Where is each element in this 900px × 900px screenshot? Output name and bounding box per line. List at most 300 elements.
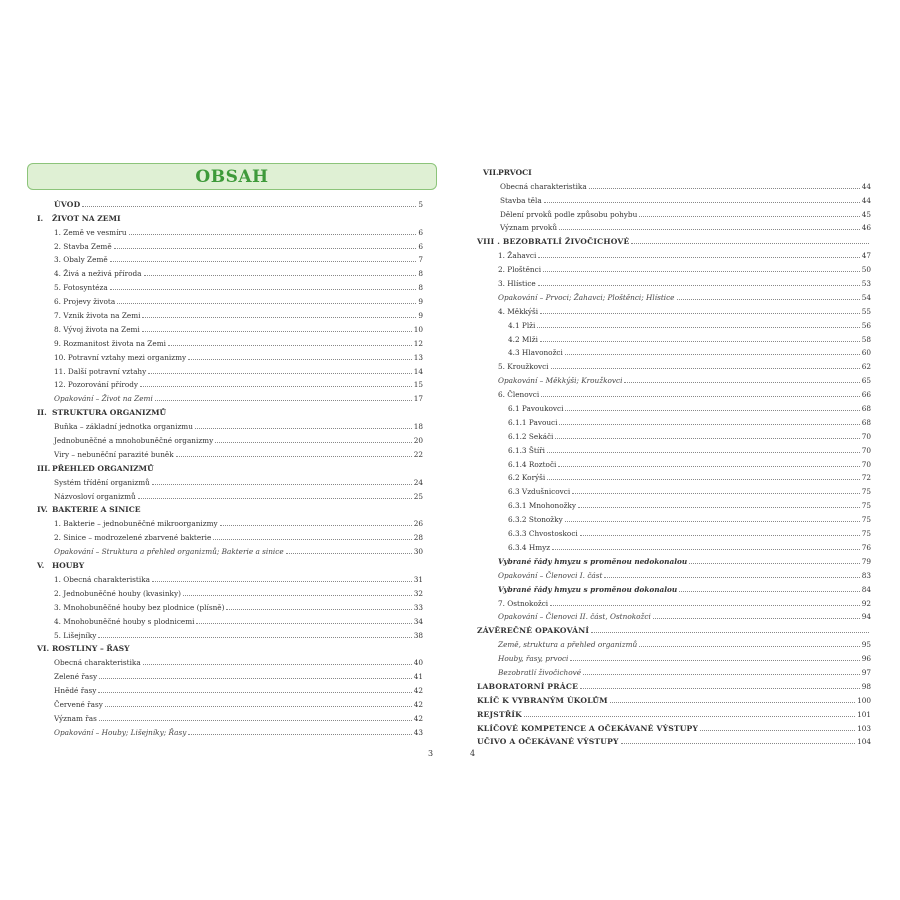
dot-leader <box>639 638 859 647</box>
toc-entry <box>473 524 871 538</box>
toc-entry-label: Bezobratlí živočichové <box>498 667 582 677</box>
toc-entry-page: 62 <box>861 362 871 372</box>
toc-entry-page: 103 <box>857 723 871 733</box>
toc-entry <box>473 260 871 274</box>
toc-entry <box>27 653 423 667</box>
dot-leader <box>565 513 860 522</box>
toc-entry <box>473 441 871 455</box>
dot-leader <box>689 555 860 564</box>
toc-entry <box>27 681 423 695</box>
toc-entry-page: 6 <box>418 241 423 251</box>
toc-entry-label <box>473 168 533 177</box>
toc-entry-label: 5. Lišejníky <box>54 630 97 640</box>
section-number: IV. <box>37 505 48 515</box>
toc-entry <box>27 695 423 709</box>
toc-entry-page: 9 <box>418 311 423 321</box>
toc-entry <box>27 417 423 431</box>
toc-entry <box>473 635 871 649</box>
toc-entry-page: 38 <box>413 630 423 640</box>
toc-entry-label: 4.1 Plži <box>508 320 536 330</box>
dot-leader <box>572 485 859 494</box>
toc-entry-page: 15 <box>413 380 423 390</box>
dot-leader <box>155 392 412 401</box>
toc-entry-page: 42 <box>413 713 423 723</box>
toc-entry-page: 56 <box>861 320 871 330</box>
dot-leader <box>82 198 416 207</box>
toc-entry <box>473 455 871 469</box>
right-toc-list <box>473 163 871 746</box>
section-title: PŘEHLED ORGANIZMŮ <box>52 463 154 473</box>
toc-entry-label: Vybrané řády hmyzu s proměnou dokonalou <box>498 584 678 594</box>
dot-leader <box>98 684 411 693</box>
toc-entry <box>27 445 423 459</box>
toc-entry-label: Opakování – Život na Zemi <box>54 394 153 404</box>
dot-leader <box>570 652 859 661</box>
toc-entry-page: 75 <box>861 501 871 511</box>
toc-entry <box>27 542 423 556</box>
dot-leader <box>624 374 859 383</box>
dot-leader <box>580 680 860 689</box>
dot-leader <box>534 166 869 175</box>
toc-entry <box>27 570 423 584</box>
toc-entry-label: Buňka – základní jednotka organizmu <box>54 422 193 432</box>
toc-entry <box>473 413 871 427</box>
toc-entry-label: Dělení prvoků podle způsobu pohybu <box>500 209 638 219</box>
dot-leader <box>110 253 417 262</box>
toc-entry-label: Názvosloví organizmů <box>54 491 136 501</box>
dot-leader <box>183 587 412 596</box>
toc-entry <box>473 205 871 219</box>
toc-entry-page: 12 <box>413 338 423 348</box>
toc-entry <box>27 264 423 278</box>
dot-leader <box>286 545 412 554</box>
toc-entry <box>27 292 423 306</box>
toc-entry-page: 83 <box>861 570 871 580</box>
toc-entry-label <box>27 561 85 570</box>
toc-entry <box>473 219 871 233</box>
toc-entry-page: 97 <box>861 667 871 677</box>
contents-title: OBSAH <box>195 166 269 187</box>
toc-entry-label <box>27 644 131 653</box>
dot-leader <box>143 503 421 512</box>
dot-leader <box>541 388 860 397</box>
toc-entry-label: Význam řas <box>54 713 97 723</box>
dot-leader <box>677 291 860 300</box>
toc-entry-page: 75 <box>861 487 871 497</box>
toc-entry-page: 60 <box>861 348 871 358</box>
toc-entry-label: Červené řasy <box>54 699 103 709</box>
dot-leader <box>168 406 421 415</box>
dot-leader <box>591 624 869 633</box>
toc-entry <box>473 302 871 316</box>
toc-entry <box>473 538 871 552</box>
toc-entry-page: 84 <box>861 584 871 594</box>
page-number-left: 3 <box>428 749 434 758</box>
toc-entry-page: 92 <box>861 598 871 608</box>
toc-entry-label: 6.3.3 Chvostoskoci <box>508 529 578 539</box>
dot-leader <box>144 267 417 276</box>
toc-entry <box>473 246 871 260</box>
toc-entry <box>27 362 423 376</box>
toc-entry <box>473 733 871 747</box>
toc-entry-page: 55 <box>861 306 871 316</box>
toc-entry <box>27 598 423 612</box>
toc-entry-page: 44 <box>861 195 871 205</box>
dot-leader <box>550 597 860 606</box>
toc-entry <box>27 195 423 209</box>
dot-leader <box>540 333 860 342</box>
toc-entry <box>27 473 423 487</box>
dot-leader <box>547 471 859 480</box>
dot-leader <box>604 569 859 578</box>
toc-entry-label: Opakování – Členovci II. část, Ostnokožci <box>498 612 651 622</box>
dot-leader <box>653 610 860 619</box>
toc-entry-label: Hnědé řasy <box>54 686 97 696</box>
toc-entry-label: 11. Další potravní vztahy <box>54 366 147 376</box>
dot-leader <box>555 430 859 439</box>
toc-entry-page: 101 <box>857 709 871 719</box>
toc-entry <box>473 691 871 705</box>
toc-entry-label: Stavba těla <box>500 195 542 205</box>
dot-leader <box>152 573 412 582</box>
dot-leader <box>565 402 859 411</box>
toc-entry-label: KLÍČ K VYBRANÝM ÚKOLŮM <box>477 695 608 705</box>
toc-entry-label: 6.3.4 Hmyz <box>508 542 551 552</box>
toc-entry <box>473 357 871 371</box>
dot-leader <box>540 305 860 314</box>
toc-entry-label: 6. Členovci <box>498 390 540 400</box>
dot-leader <box>552 541 860 550</box>
toc-entry <box>27 376 423 390</box>
toc-entry-page: 53 <box>861 279 871 289</box>
toc-entry-label: 2. Sinice – modrozelené zbarvené bakterie <box>54 533 212 543</box>
toc-entry-page: 30 <box>413 547 423 557</box>
toc-entry-page: 42 <box>413 699 423 709</box>
toc-entry-label: 1. Obecná charakteristika <box>54 574 150 584</box>
toc-entry <box>27 431 423 445</box>
toc-entry <box>473 330 871 344</box>
dot-leader <box>142 309 416 318</box>
dot-leader <box>188 726 411 735</box>
toc-entry-page: 95 <box>861 640 871 650</box>
dot-leader <box>610 694 855 703</box>
section-title: BAKTERIE A SINICE <box>52 505 141 515</box>
toc-entry-page: 100 <box>857 695 871 705</box>
toc-entry-label: LABORATORNÍ PRÁCE <box>477 681 579 691</box>
left-page-toc <box>27 163 423 737</box>
toc-entry-page: 76 <box>861 542 871 552</box>
toc-entry-page: 32 <box>413 588 423 598</box>
toc-entry <box>473 496 871 510</box>
toc-entry-page: 98 <box>861 681 871 691</box>
page-number-right: 4 <box>470 749 476 758</box>
toc-entry <box>27 334 423 348</box>
toc-entry-page: 41 <box>413 672 423 682</box>
dot-leader <box>168 337 412 346</box>
toc-entry <box>27 223 423 237</box>
toc-entry-label: 4.2 Mlži <box>508 334 538 344</box>
toc-entry <box>473 552 871 566</box>
toc-entry <box>27 278 423 292</box>
toc-entry <box>473 719 871 733</box>
toc-entry-page: 28 <box>413 533 423 543</box>
toc-entry <box>473 399 871 413</box>
dot-leader <box>583 666 860 675</box>
dot-leader <box>558 458 859 467</box>
toc-entry-label: 6.1 Pavoukovci <box>508 404 564 414</box>
toc-entry-page: 46 <box>861 223 871 233</box>
toc-entry-page: 20 <box>413 436 423 446</box>
toc-entry-page: 40 <box>413 658 423 668</box>
dot-leader <box>538 277 860 286</box>
dot-leader <box>621 735 855 744</box>
toc-entry <box>27 626 423 640</box>
toc-entry-label: 6.3 Vzdušnicovci <box>508 487 571 497</box>
dot-leader <box>196 615 411 624</box>
toc-entry-page: 94 <box>861 612 871 622</box>
toc-entry-page: 50 <box>861 265 871 275</box>
section-title: ŽIVOT NA ZEMI <box>52 213 121 223</box>
toc-entry <box>27 514 423 528</box>
toc-entry <box>473 621 871 635</box>
dot-leader <box>679 583 860 592</box>
dot-leader <box>110 281 417 290</box>
toc-entry <box>473 163 871 177</box>
toc-entry-page: 14 <box>413 366 423 376</box>
dot-leader <box>565 346 860 355</box>
dot-leader <box>226 601 411 610</box>
toc-entry-page: 96 <box>861 654 871 664</box>
toc-entry <box>27 306 423 320</box>
toc-entry-label: Opakování – Prvoci; Žahavci; Ploštěnci; Hlístice <box>498 292 675 302</box>
toc-entry <box>473 510 871 524</box>
toc-entry-label: 1. Země ve vesmíru <box>54 227 127 237</box>
toc-entry-label: 6.1.1 Pavouci <box>508 417 558 427</box>
toc-entry <box>473 371 871 385</box>
toc-entry <box>27 612 423 626</box>
dot-leader <box>138 490 412 499</box>
dot-leader <box>220 517 412 526</box>
dot-leader <box>114 240 417 249</box>
toc-entry-label: 1. Žahavci <box>498 251 537 261</box>
contents-title-box <box>27 163 437 190</box>
toc-entry-label: REJSTŘÍK <box>477 709 522 719</box>
toc-entry-page: 25 <box>413 491 423 501</box>
toc-entry-label: 4.3 Hlavonožci <box>508 348 563 358</box>
toc-entry-label: 6.3.2 Stonožky <box>508 515 563 525</box>
toc-entry <box>27 251 423 265</box>
toc-entry <box>473 594 871 608</box>
dot-leader <box>538 249 859 258</box>
toc-entry-label: 6.1.3 Štíři <box>508 445 545 455</box>
toc-entry-label: Zelené řasy <box>54 672 98 682</box>
toc-entry-page: 43 <box>413 727 423 737</box>
toc-entry-page: 33 <box>413 602 423 612</box>
toc-entry-page: 70 <box>861 431 871 441</box>
dot-leader <box>195 420 412 429</box>
toc-entry-page: 42 <box>413 686 423 696</box>
toc-entry <box>27 501 423 515</box>
toc-entry-page: 104 <box>857 737 871 747</box>
toc-entry-page: 68 <box>861 404 871 414</box>
toc-entry-page: 66 <box>861 390 871 400</box>
section-title: STRUKTURA ORGANIZMŮ <box>52 408 167 418</box>
toc-entry <box>27 640 423 654</box>
toc-entry-page: 75 <box>861 529 871 539</box>
toc-entry-page: 31 <box>413 574 423 584</box>
toc-entry-page: 18 <box>413 422 423 432</box>
toc-entry <box>473 344 871 358</box>
toc-entry-label: 3. Hlístice <box>498 279 536 289</box>
toc-entry-label: ÚVOD <box>54 199 81 209</box>
toc-entry-label: UČIVO A OČEKÁVANÉ VÝSTUPY <box>477 737 619 747</box>
dot-leader <box>547 444 860 453</box>
toc-entry-label: 8. Vývoj života na Zemi <box>54 324 140 334</box>
dot-leader <box>143 656 412 665</box>
toc-entry-label: 5. Kroužkovci <box>498 362 549 372</box>
dot-leader <box>86 559 421 568</box>
toc-entry <box>473 649 871 663</box>
toc-entry-label: 6.1.2 Sekáči <box>508 431 554 441</box>
dot-leader <box>188 351 412 360</box>
dot-leader <box>551 360 860 369</box>
dot-leader <box>98 629 411 638</box>
toc-entry-label: Země, struktura a přehled organizmů <box>498 640 638 650</box>
toc-entry <box>27 459 423 473</box>
toc-entry <box>27 667 423 681</box>
toc-entry <box>27 348 423 362</box>
toc-entry <box>27 709 423 723</box>
toc-entry-page: 10 <box>413 324 423 334</box>
toc-entry <box>473 663 871 677</box>
toc-entry-label: 4. Měkkýši <box>498 306 539 316</box>
toc-entry-label: 10. Potravní vztahy mezi organizmy <box>54 352 187 362</box>
toc-entry-page: 8 <box>418 269 423 279</box>
dot-leader <box>148 365 411 374</box>
toc-entry-label: 6.3.1 Mnohonožky <box>508 501 577 511</box>
toc-entry-label: Systém třídění organizmů <box>54 477 150 487</box>
dot-leader <box>105 698 412 707</box>
toc-entry-label: 7. Ostnokožci <box>498 598 549 608</box>
toc-entry-label: Obecná charakteristika <box>500 181 587 191</box>
toc-entry-page: 54 <box>861 292 871 302</box>
toc-entry-page: 65 <box>861 376 871 386</box>
toc-entry <box>473 482 871 496</box>
toc-entry-label: Viry – nebuněční parazité buněk <box>54 449 174 459</box>
section-number: VI. <box>37 644 50 654</box>
toc-entry <box>473 316 871 330</box>
toc-entry-page: 47 <box>861 251 871 261</box>
toc-entry <box>27 487 423 501</box>
toc-entry-label <box>27 214 122 223</box>
toc-entry-label: 7. Vznik života na Zemi <box>54 311 141 321</box>
toc-entry-label <box>27 464 155 473</box>
toc-entry-label: Opakování – Houby; Lišejníky; Řasy <box>54 727 187 737</box>
toc-entry-label: 2. Ploštěnci <box>498 265 542 275</box>
section-title: ROSTLINY – ŘASY <box>52 644 130 654</box>
toc-entry <box>473 427 871 441</box>
toc-entry-label: Opakování – Měkkýši; Kroužkovci <box>498 376 623 386</box>
dot-leader <box>524 708 855 717</box>
dot-leader <box>152 476 412 485</box>
toc-entry-page: 22 <box>413 449 423 459</box>
dot-leader <box>559 416 859 425</box>
toc-entry-label: Obecná charakteristika <box>54 658 141 668</box>
dot-leader <box>544 194 860 203</box>
dot-leader <box>117 295 416 304</box>
toc-entry <box>27 723 423 737</box>
toc-entry <box>27 389 423 403</box>
dot-leader <box>213 531 411 540</box>
toc-entry <box>473 580 871 594</box>
toc-entry-page: 70 <box>861 445 871 455</box>
toc-entry <box>473 288 871 302</box>
toc-entry-label: 3. Mnohobuněčné houby bez plodnice (plísně) <box>54 602 225 612</box>
toc-entry <box>473 566 871 580</box>
toc-entry-page: 26 <box>413 519 423 529</box>
toc-entry <box>473 232 871 246</box>
toc-entry-label: Houby, řasy, prvoci <box>498 654 569 664</box>
toc-entry-page: 6 <box>418 227 423 237</box>
section-number: II. <box>37 408 47 418</box>
left-toc-list <box>27 195 423 737</box>
dot-leader <box>215 434 411 443</box>
toc-entry-label: 6.1.4 Roztoči <box>508 459 557 469</box>
dot-leader <box>176 448 412 457</box>
toc-entry-label: 5. Fotosyntéza <box>54 283 108 293</box>
toc-entry-label: 6.2 Korýši <box>508 473 546 483</box>
toc-entry-label: 12. Pozorování přírody <box>54 380 139 390</box>
dot-leader <box>99 712 412 721</box>
toc-entry-label: 6. Projevy života <box>54 297 116 307</box>
toc-entry <box>473 677 871 691</box>
section-number: I. <box>37 213 44 223</box>
toc-entry-label: Vybrané řády hmyzu s proměnou nedokonalou <box>498 556 688 566</box>
dot-leader <box>132 642 421 651</box>
toc-entry-label: 2. Stavba Země <box>54 241 112 251</box>
toc-entry-label: VIII . BEZOBRATLÍ ŽIVOČICHOVÉ <box>477 237 630 247</box>
toc-entry-page: 45 <box>861 209 871 219</box>
toc-entry <box>473 191 871 205</box>
toc-entry-label: Význam prvoků <box>500 223 558 233</box>
dot-leader <box>140 378 412 387</box>
toc-entry <box>27 528 423 542</box>
toc-entry <box>473 608 871 622</box>
toc-entry-page: 44 <box>861 181 871 191</box>
toc-entry-label: 1. Bakterie – jednobuněčné mikroorganizmy <box>54 519 218 529</box>
toc-entry-page: 24 <box>413 477 423 487</box>
toc-entry-label: Opakování – Členovci I. část <box>498 570 603 580</box>
toc-entry-page: 70 <box>861 459 871 469</box>
section-title: HOUBY <box>52 561 85 571</box>
dot-leader <box>129 226 417 235</box>
toc-entry <box>473 469 871 483</box>
toc-entry-page: 68 <box>861 417 871 427</box>
toc-entry-page: 7 <box>418 255 423 265</box>
toc-entry-label: Jednobuněčné a mnohobuněčné organizmy <box>54 436 214 446</box>
toc-entry <box>27 320 423 334</box>
toc-entry <box>473 274 871 288</box>
dot-leader <box>639 208 859 217</box>
toc-entry <box>27 237 423 251</box>
toc-entry-label: 4. Mnohobuněčné houby s plodnicemi <box>54 616 195 626</box>
section-number: VII. <box>483 167 499 177</box>
dot-leader <box>156 462 421 471</box>
toc-entry <box>473 705 871 719</box>
toc-entry-page: 34 <box>413 616 423 626</box>
toc-entry-label: Opakování – Struktura a přehled organizmů; Bakterie a sinice <box>54 547 284 557</box>
toc-entry-label <box>27 505 142 514</box>
